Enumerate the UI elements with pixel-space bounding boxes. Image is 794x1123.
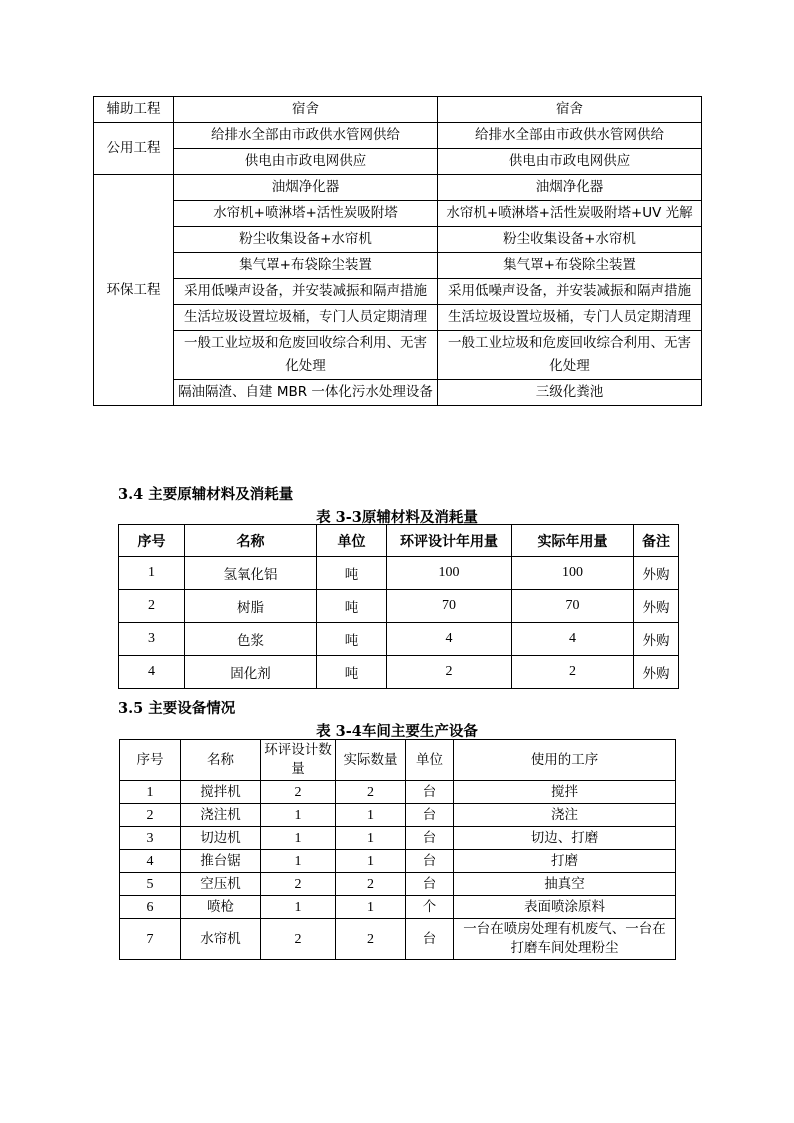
design-cell: 生活垃圾设置垃圾桶，专门人员定期清理 (174, 305, 438, 331)
table-row (120, 850, 676, 873)
table-row (119, 590, 679, 623)
cell: 树脂 (185, 590, 317, 623)
category-cell: 环保工程 (94, 175, 174, 406)
design-cell: 隔油隔渣、自建 MBR 一体化污水处理设备 (174, 380, 438, 406)
table-row (120, 896, 676, 919)
column-header: 备注 (634, 525, 679, 557)
design-cell: 一般工业垃圾和危废回收综合利用、无害化处理 (174, 331, 438, 380)
table-caption: 表 3-3原辅材料及消耗量 (316, 509, 478, 526)
table-row (120, 919, 676, 960)
equipment-table (119, 739, 676, 960)
cell: 打磨 (454, 850, 676, 873)
cell: 2 (119, 590, 185, 623)
table-header-row (120, 740, 676, 781)
cell: 4 (512, 623, 634, 656)
table-row (94, 149, 702, 175)
cell: 70 (512, 590, 634, 623)
table-row (94, 305, 702, 331)
category-cell: 辅助工程 (94, 97, 174, 123)
cell: 外购 (634, 557, 679, 590)
design-cell: 供电由市政电网供应 (174, 149, 438, 175)
table-row (94, 279, 702, 305)
cell: 外购 (634, 656, 679, 689)
cell: 1 (261, 804, 336, 827)
cell: 切边、打磨 (454, 827, 676, 850)
cell: 色浆 (185, 623, 317, 656)
cell: 4 (120, 850, 181, 873)
cell: 一台在喷房处理有机废气、一台在打磨车间处理粉尘 (454, 919, 676, 960)
cell: 水帘机 (181, 919, 261, 960)
column-header: 序号 (119, 525, 185, 557)
column-header: 使用的工序 (454, 740, 676, 781)
actual-cell: 水帘机+喷淋塔+活性炭吸附塔+UV 光解 (438, 201, 702, 227)
cell: 台 (406, 919, 454, 960)
cell: 搅拌 (454, 781, 676, 804)
design-cell: 粉尘收集设备+水帘机 (174, 227, 438, 253)
table-row (119, 656, 679, 689)
cell: 1 (336, 896, 406, 919)
cell: 1 (120, 781, 181, 804)
column-header: 单位 (406, 740, 454, 781)
cell: 抽真空 (454, 873, 676, 896)
table-row (94, 331, 702, 380)
design-cell: 给排水全部由市政供水管网供给 (174, 123, 438, 149)
cell: 台 (406, 781, 454, 804)
cell: 氢氧化铝 (185, 557, 317, 590)
cell: 浇注 (454, 804, 676, 827)
cell: 台 (406, 827, 454, 850)
cell: 4 (119, 656, 185, 689)
cell: 吨 (317, 590, 387, 623)
materials-table (118, 524, 679, 689)
cell: 2 (336, 873, 406, 896)
design-cell: 水帘机+喷淋塔+活性炭吸附塔 (174, 201, 438, 227)
cell: 2 (336, 919, 406, 960)
cell: 2 (261, 781, 336, 804)
cell: 喷枪 (181, 896, 261, 919)
actual-cell: 集气罩+布袋除尘装置 (438, 253, 702, 279)
cell: 固化剂 (185, 656, 317, 689)
cell: 1 (336, 804, 406, 827)
cell: 切边机 (181, 827, 261, 850)
cell: 1 (336, 827, 406, 850)
table-row (120, 804, 676, 827)
cell: 7 (120, 919, 181, 960)
cell: 1 (261, 827, 336, 850)
cell: 70 (387, 590, 512, 623)
cell: 吨 (317, 656, 387, 689)
actual-cell: 粉尘收集设备+水帘机 (438, 227, 702, 253)
column-header: 实际年用量 (512, 525, 634, 557)
cell: 1 (336, 850, 406, 873)
table-row (120, 827, 676, 850)
table-row (94, 227, 702, 253)
table-row (94, 380, 702, 406)
table-row (94, 201, 702, 227)
cell: 2 (336, 781, 406, 804)
table-row (94, 253, 702, 279)
cell: 4 (387, 623, 512, 656)
cell: 台 (406, 804, 454, 827)
category-cell: 公用工程 (94, 123, 174, 175)
cell: 台 (406, 873, 454, 896)
actual-cell: 采用低噪声设备，并安装减振和隔声措施 (438, 279, 702, 305)
cell: 6 (120, 896, 181, 919)
column-header: 环评设计数量 (261, 740, 336, 781)
cell: 个 (406, 896, 454, 919)
design-cell: 油烟净化器 (174, 175, 438, 201)
table-caption: 表 3-4车间主要生产设备 (316, 723, 478, 740)
cell: 2 (120, 804, 181, 827)
cell: 表面喷涂原料 (454, 896, 676, 919)
cell: 搅拌机 (181, 781, 261, 804)
cell: 2 (261, 873, 336, 896)
cell: 空压机 (181, 873, 261, 896)
column-header: 名称 (185, 525, 317, 557)
design-cell: 集气罩+布袋除尘装置 (174, 253, 438, 279)
table-row (120, 781, 676, 804)
section-heading: 3.5 主要设备情况 (118, 700, 236, 717)
actual-cell: 供电由市政电网供应 (438, 149, 702, 175)
table-row (94, 123, 702, 149)
cell: 100 (387, 557, 512, 590)
cell: 3 (119, 623, 185, 656)
column-header: 序号 (120, 740, 181, 781)
cell: 2 (387, 656, 512, 689)
table-row (119, 623, 679, 656)
project-composition-table (93, 96, 702, 406)
table-row (94, 175, 702, 201)
cell: 1 (119, 557, 185, 590)
actual-cell: 一般工业垃圾和危废回收综合利用、无害化处理 (438, 331, 702, 380)
column-header: 实际数量 (336, 740, 406, 781)
table-row (94, 97, 702, 123)
cell: 1 (261, 896, 336, 919)
design-cell: 宿舍 (174, 97, 438, 123)
column-header: 名称 (181, 740, 261, 781)
cell: 2 (512, 656, 634, 689)
cell: 3 (120, 827, 181, 850)
cell: 100 (512, 557, 634, 590)
column-header: 环评设计年用量 (387, 525, 512, 557)
design-cell: 采用低噪声设备，并安装减振和隔声措施 (174, 279, 438, 305)
table-header-row (119, 525, 679, 557)
table-row (119, 557, 679, 590)
cell: 外购 (634, 623, 679, 656)
cell: 吨 (317, 623, 387, 656)
cell: 推台锯 (181, 850, 261, 873)
cell: 外购 (634, 590, 679, 623)
actual-cell: 给排水全部由市政供水管网供给 (438, 123, 702, 149)
cell: 浇注机 (181, 804, 261, 827)
cell: 吨 (317, 557, 387, 590)
cell: 5 (120, 873, 181, 896)
cell: 台 (406, 850, 454, 873)
actual-cell: 生活垃圾设置垃圾桶，专门人员定期清理 (438, 305, 702, 331)
actual-cell: 宿舍 (438, 97, 702, 123)
column-header: 单位 (317, 525, 387, 557)
cell: 2 (261, 919, 336, 960)
cell: 1 (261, 850, 336, 873)
section-heading: 3.4 主要原辅材料及消耗量 (118, 486, 294, 503)
table-row (120, 873, 676, 896)
actual-cell: 油烟净化器 (438, 175, 702, 201)
actual-cell: 三级化粪池 (438, 380, 702, 406)
